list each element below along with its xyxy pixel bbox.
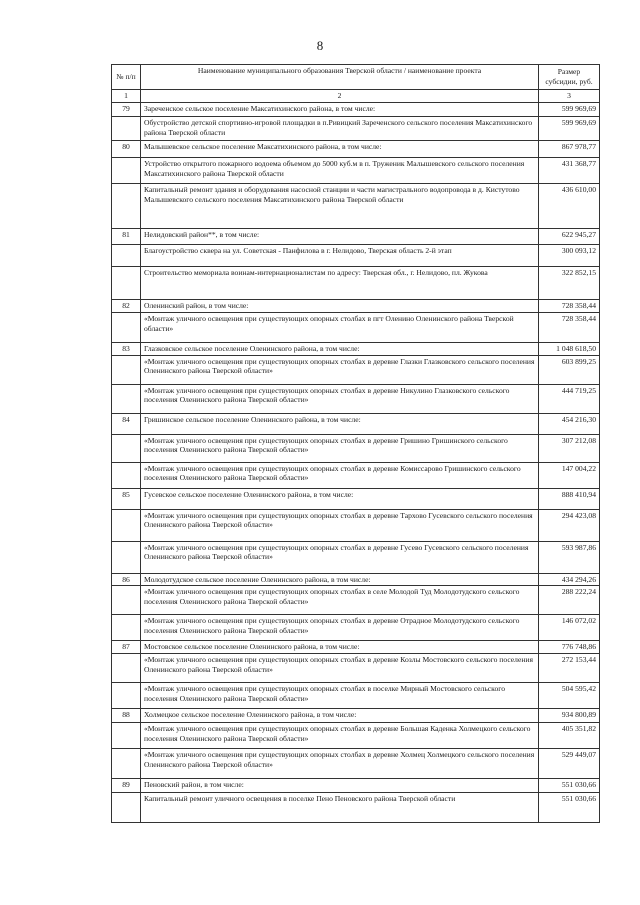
row-number xyxy=(112,244,141,266)
table-row xyxy=(112,509,600,541)
table-row xyxy=(112,641,600,654)
row-amount: 436 610,00 xyxy=(539,183,600,228)
row-amount: 551 030,66 xyxy=(539,779,600,793)
table-row xyxy=(112,266,600,299)
row-amount: 454 216,30 xyxy=(539,413,600,434)
row-amount: 300 093,12 xyxy=(539,244,600,266)
row-number xyxy=(112,312,141,342)
row-amount: 551 030,66 xyxy=(539,793,600,823)
table-body xyxy=(112,102,600,823)
row-name: Пеновский район, в том числе: xyxy=(141,779,539,793)
row-number xyxy=(112,266,141,299)
row-name: Гусевское сельское поселение Оленинского района, в том числе: xyxy=(141,488,539,509)
row-amount: 529 449,07 xyxy=(539,749,600,779)
row-amount: 434 294,26 xyxy=(539,573,600,586)
row-name: «Монтаж уличного освещения при существующих опорных столбах в деревне Гришино Гришинского сельского поселения Оленинского района Тверской области» xyxy=(141,434,539,462)
row-number xyxy=(112,434,141,462)
row-amount: 504 595,42 xyxy=(539,683,600,709)
row-amount: 294 423,08 xyxy=(539,509,600,541)
row-name: «Монтаж уличного освещения при существующих опорных столбах в деревне Козлы Мостовского сельского поселения Оленинского района Тверской области» xyxy=(141,654,539,683)
row-name: Строительство мемориала воинам-интернационалистам по адресу: Тверская обл., г. Нелидово, пл. Жукова xyxy=(141,266,539,299)
table-row xyxy=(112,244,600,266)
table-row xyxy=(112,312,600,342)
row-number: 79 xyxy=(112,102,141,116)
subsidy-table xyxy=(111,64,600,823)
row-name: «Монтаж уличного освещения при существующих опорных столбах в деревне Отрадное Молодотудского сельского поселения Оленинского района Тверской области» xyxy=(141,615,539,641)
row-amount: 622 945,27 xyxy=(539,228,600,244)
table-row xyxy=(112,299,600,312)
row-amount: 728 358,44 xyxy=(539,312,600,342)
row-name: «Монтаж уличного освещения при существующих опорных столбах в деревне Холмец Холмецкого сельского поселения Оленинского района Тверской области» xyxy=(141,749,539,779)
table-row xyxy=(112,709,600,723)
header-name: Наименование муниципального образования Тверской области / наименование проекта xyxy=(141,65,539,90)
header-col-index: 2 xyxy=(141,90,539,103)
row-amount: 728 358,44 xyxy=(539,299,600,312)
row-number xyxy=(112,355,141,384)
row-number xyxy=(112,749,141,779)
row-name: «Монтаж уличного освещения при существующих опорных столбах в пгт Оленино Оленинского района Тверской области» xyxy=(141,312,539,342)
row-amount: 603 899,25 xyxy=(539,355,600,384)
row-name: Мостовское сельское поселение Оленинского района, в том числе: xyxy=(141,641,539,654)
table-header xyxy=(112,65,600,103)
row-amount: 431 368,77 xyxy=(539,157,600,183)
row-number: 80 xyxy=(112,140,141,157)
table-row xyxy=(112,140,600,157)
row-number: 88 xyxy=(112,709,141,723)
row-name: «Монтаж уличного освещения при существующих опорных столбах в деревне Гусево Гусевского сельского поселения Оленинского района Тверской области» xyxy=(141,541,539,573)
table-row xyxy=(112,541,600,573)
row-number xyxy=(112,723,141,749)
row-amount: 888 410,94 xyxy=(539,488,600,509)
table-row xyxy=(112,793,600,823)
header-col-index: 3 xyxy=(539,90,600,103)
row-number xyxy=(112,654,141,683)
row-amount: 405 351,82 xyxy=(539,723,600,749)
row-amount: 307 212,08 xyxy=(539,434,600,462)
row-number: 87 xyxy=(112,641,141,654)
table-row xyxy=(112,355,600,384)
row-amount: 444 719,25 xyxy=(539,384,600,413)
table-row xyxy=(112,779,600,793)
table-row xyxy=(112,157,600,183)
row-number xyxy=(112,384,141,413)
row-number: 89 xyxy=(112,779,141,793)
row-name: «Монтаж уличного освещения при существующих опорных столбах в деревне Тархово Гусевского сельского поселения Оленинского района Тверской области» xyxy=(141,509,539,541)
table-row xyxy=(112,116,600,140)
table-row xyxy=(112,102,600,116)
row-name: Капитальный ремонт здания и оборудования насосной станции и части магистрального водопровода в д. Кистутово Малышевского сельского поселения Максатихинского района Тверской области xyxy=(141,183,539,228)
table-row xyxy=(112,723,600,749)
row-amount: 776 748,86 xyxy=(539,641,600,654)
row-amount: 934 800,89 xyxy=(539,709,600,723)
row-number xyxy=(112,183,141,228)
row-name: Оленинский район, в том числе: xyxy=(141,299,539,312)
row-amount: 1 048 618,50 xyxy=(539,342,600,355)
header-amount: Размер субсидии, руб. xyxy=(539,65,600,90)
row-name: Устройство открытого пожарного водоема объемом до 5000 куб.м в п. Труженик Малышевского сельского поселения Максатихинского района Тверской области xyxy=(141,157,539,183)
row-name: Капитальный ремонт уличного освещения в поселке Пено Пеновского района Тверской области xyxy=(141,793,539,823)
row-number xyxy=(112,683,141,709)
table-row xyxy=(112,586,600,615)
page-number: 8 xyxy=(316,38,324,53)
row-name: Молодотудское сельское поселение Оленинского района, в том числе: xyxy=(141,573,539,586)
row-amount: 146 072,02 xyxy=(539,615,600,641)
table-row xyxy=(112,615,600,641)
row-number: 84 xyxy=(112,413,141,434)
row-number: 83 xyxy=(112,342,141,355)
row-amount: 599 969,69 xyxy=(539,102,600,116)
row-name: «Монтаж уличного освещения при существующих опорных столбах в поселке Мирный Мостовского сельского поселения Оленинского района Тверской области» xyxy=(141,683,539,709)
row-amount: 288 222,24 xyxy=(539,586,600,615)
row-name: Зареченское сельское поселение Максатихинского района, в том числе: xyxy=(141,102,539,116)
row-name: Малышевское сельское поселение Максатихинского района, в том числе: xyxy=(141,140,539,157)
row-amount: 147 004,22 xyxy=(539,462,600,488)
table-row xyxy=(112,488,600,509)
row-number: 86 xyxy=(112,573,141,586)
row-name: «Монтаж уличного освещения при существующих опорных столбах в деревне Комиссарово Гришинского сельского поселения Оленинского района Тверской области» xyxy=(141,462,539,488)
row-number xyxy=(112,586,141,615)
row-name: Обустройство детской спортивно-игровой площадки в п.Ривицкий Зареченского сельского поселения Максатихинского района Тверской области xyxy=(141,116,539,140)
row-number: 82 xyxy=(112,299,141,312)
table-row xyxy=(112,342,600,355)
table-row xyxy=(112,413,600,434)
row-name: Гришинское сельское поселение Оленинского района, в том числе: xyxy=(141,413,539,434)
row-number xyxy=(112,462,141,488)
row-number: 81 xyxy=(112,228,141,244)
table-row xyxy=(112,384,600,413)
row-number xyxy=(112,509,141,541)
row-name: «Монтаж уличного освещения при существующих опорных столбах в деревне Глазки Глазковского сельского поселения Оленинского района Тверской области» xyxy=(141,355,539,384)
row-name: Холмецкое сельское поселение Оленинского района, в том числе: xyxy=(141,709,539,723)
header-col-index: 1 xyxy=(112,90,141,103)
row-amount: 599 969,69 xyxy=(539,116,600,140)
row-number xyxy=(112,157,141,183)
table-row xyxy=(112,749,600,779)
row-name: Нелидовский район**, в том числе: xyxy=(141,228,539,244)
table-row xyxy=(112,683,600,709)
header-num: № п/п xyxy=(112,65,141,90)
row-amount: 322 852,15 xyxy=(539,266,600,299)
table-row xyxy=(112,183,600,228)
row-name: «Монтаж уличного освещения при существующих опорных столбах в деревне Большая Каденка Холмецкого сельского поселения Оленинского района Тверской области» xyxy=(141,723,539,749)
table-row xyxy=(112,434,600,462)
row-name: «Монтаж уличного освещения при существующих опорных столбах в деревне Никулино Глазковского сельского поселения Оленинского района Тверской области» xyxy=(141,384,539,413)
row-number xyxy=(112,541,141,573)
row-number: 85 xyxy=(112,488,141,509)
row-name: «Монтаж уличного освещения при существующих опорных столбах в селе Молодой Туд Молодотудского сельского поселения Оленинского района Тверской области» xyxy=(141,586,539,615)
row-amount: 593 987,86 xyxy=(539,541,600,573)
table-row xyxy=(112,654,600,683)
row-amount: 867 978,77 xyxy=(539,140,600,157)
row-number xyxy=(112,615,141,641)
table-row xyxy=(112,228,600,244)
table-row xyxy=(112,573,600,586)
row-number xyxy=(112,793,141,823)
row-number xyxy=(112,116,141,140)
table-row xyxy=(112,462,600,488)
row-amount: 272 153,44 xyxy=(539,654,600,683)
row-name: Благоустройство сквера на ул. Советская - Панфилова в г. Нелидово, Тверская область 2-й этап xyxy=(141,244,539,266)
row-name: Глазковское сельское поселение Оленинского района, в том числе: xyxy=(141,342,539,355)
